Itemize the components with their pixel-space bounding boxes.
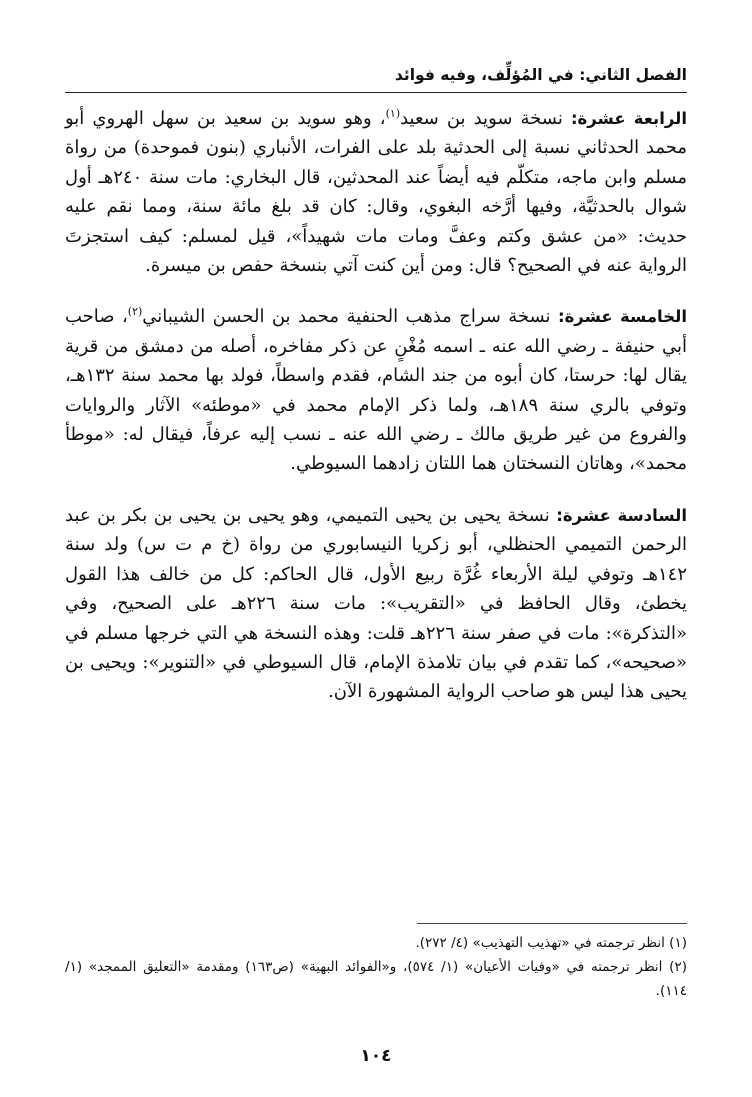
running-header: الفصل الثاني: في المُؤلِّف، وفيه فوائد (394, 66, 687, 84)
paragraph-heading: الخامسة عشرة: (557, 307, 687, 327)
footnote-rule (417, 923, 687, 924)
paragraph-heading: الرابعة عشرة: (570, 109, 687, 128)
footnote-2: (٢) انظر ترجمته في «وفيات الأعيان» (١/ ٥٧٤)، و«الفوائد البهية» (ص١٦٣) ومقدمة «التعليق الممجد» (١/ ١١٤). (65, 959, 687, 999)
paragraph-text: نسخة يحيى بن يحيى التميمي، وهو يحيى بن يحيى بن بكر بن عبد الرحمن التميمي الحنظلي، أبو زكريا النيسابوري من رواة (خ م ت س) ولد سنة ١٤٢هـ وتوفي ليلة الأربعاء غُرَّة ربيع الأول، قال الحاكم: كل من خالف هذا القول يخطئ، وقال الحافظ في «التقريب»: مات سنة ٢٢٦هـ على الصحيح، وفي «التذكرة»: مات في صفر سنة ٢٢٦هـ قلت: وهذه النسخة هي التي خرجها مسلم في «صحيحه»، كما تقدم في بيان تلامذة الإمام، قال السيوطي في «التنوير»: ويحيى بن يحيى هذا ليس هو صاحب الرواية المشهورة الآن. (65, 504, 687, 703)
main-text (65, 104, 687, 707)
paragraph-text: نسخة سراج مذهب الحنفية محمد بن الحسن الشيباني (142, 306, 551, 328)
paragraph-text: ، وهو سويد بن سعيد بن سهل الهروي أبو محمد الحدثاني نسبة إلى الحدثية بلد على الفرات، الأنباري (بنون فموحدة) من رواة مسلم وابن ماجه، متكلّم فيه أيضاً عند المحدثين، قال البخاري: مات سنة ٢٤٠هـ أول شوال بالحدثيَّة، وفيها أرَّخه البغوي، وقال: كان قد بلغ مائة سنة، ومما نقم عليه حديث: «من عشق وكتم وعفَّ ومات مات شهيداً»، قيل لمسلم: كيف استجزتَ الرواية عنه في الصحيح؟ قال: ومن أين كنت آتي بنسخة حفص بن ميسرة. (65, 108, 687, 277)
paragraph-14 (65, 104, 687, 280)
footnote-1: (١) انظر ترجمته في «تهذيب التهذيب» (٤/ ٢٧٢). (415, 935, 687, 951)
paragraph-16 (65, 501, 687, 707)
paragraph-heading: السادسة عشرة: (556, 505, 687, 525)
footnotes (65, 931, 687, 1003)
footnote-ref-2[interactable]: (٢) (127, 305, 143, 319)
footnote-ref-1[interactable]: (١) (385, 107, 401, 120)
page-number: ١٠٤ (360, 1046, 392, 1066)
header-rule (65, 92, 687, 93)
paragraph-15 (65, 302, 687, 478)
paragraph-text: ، صاحب أبي حنيفة ـ رضي الله عنه ـ اسمه مُغْنٍ عن ذكر مفاخره، أصله من دمشق من قرية يقال لها: حرستا، كان أبوه من جند الشام، فقدم واسطاً، فولد بها محمد سنة ١٣٢هـ، وتوفي بالري سنة ١٨٩هـ، ولما ذكر الإمام محمد في «موطئه» الآثار والروايات والفروع من غير طريق مالك ـ رضي الله عنه ـ نسب إليه عرفاً، فيقال له: «موطأ محمد»، وهاتان النسختان هما اللتان زادهما السيوطي. (65, 306, 688, 475)
paragraph-text: نسخة سويد بن سعيد (400, 108, 563, 129)
